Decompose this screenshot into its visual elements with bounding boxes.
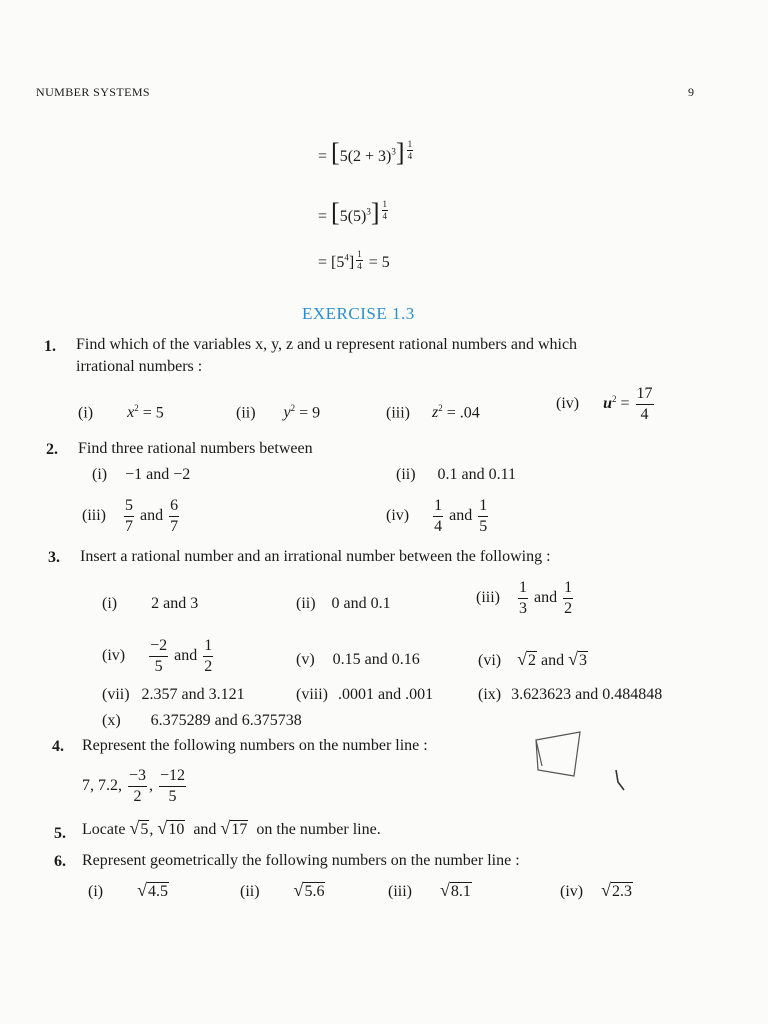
question-2-number: 2. (46, 441, 58, 458)
q2-item-ii: (ii) 0.1 and 0.11 (396, 466, 517, 483)
q3-item-ii: (ii) 0 and 0.1 (296, 595, 391, 612)
q3-item-x: (x) 6.375289 and 6.375738 (102, 712, 302, 729)
q6-item-iv: (iv) √2.3 (560, 880, 632, 900)
question-4-text: Represent the following numbers on the number line : (82, 737, 428, 754)
q1-item-ii: (ii) $y^2 = 9$ (236, 403, 321, 422)
question-1-text: Find which of the variables x, y, z and u represent rational numbers and which (76, 336, 578, 353)
q1-item-iii: (iii) $z^2 = .04$ (386, 403, 480, 422)
question-3-text: Insert a rational number and an irrational number between the following : (80, 548, 551, 565)
question-6-text: Represent geometrically the following numbers on the number line : (82, 852, 520, 869)
q3-item-viii: (viii) .0001 and .001 (296, 686, 434, 703)
question-5-number: 5. (54, 825, 66, 842)
derivation-line-1: = $[5(2 + 3)^3]$ $\frac{1}{4}$ (318, 138, 413, 167)
question-3-number: 3. (48, 549, 60, 566)
q3-item-iv: (iv) $\frac{-2}{5}$ and $\frac{1}{2}$ (102, 637, 213, 675)
q6-item-ii: (ii) √5.6 (240, 880, 325, 900)
derivation-line-3: = $[5^4]$ $\frac{1}{4}$ = 5 (318, 249, 390, 271)
q3-item-vi: (vi) √2 and √3 (478, 649, 587, 669)
pen-stroke-mark (612, 768, 628, 794)
q3-item-vii: (vii) 2.357 and 3.121 (102, 686, 245, 703)
q3-item-iii: (iii) $\frac{1}{3}$ and $\frac{1}{2}$ (476, 579, 573, 617)
q3-item-v: (v) 0.15 and 0.16 (296, 651, 420, 668)
running-header: NUMBER SYSTEMS (36, 85, 150, 99)
q2-item-iv: (iv) $\frac{1}{4}$ and $\frac{1}{5}$ (386, 497, 488, 535)
question-6-number: 6. (54, 853, 66, 870)
exercise-title: EXERCISE 1.3 (302, 304, 415, 323)
page-number: 9 (688, 85, 695, 99)
question-4-number: 4. (52, 738, 64, 755)
question-1-text-cont: irrational numbers : (76, 358, 203, 375)
question-2-text: Find three rational numbers between (78, 440, 313, 457)
q3-item-ix: (ix) 3.623623 and 0.484848 (478, 686, 663, 703)
q2-item-iii: (iii) $\frac{5}{7}$ and $\frac{6}{7}$ (82, 497, 179, 535)
q1-item-i: (i) $x^2 = 5$ (78, 403, 164, 422)
question-5-text: Locate √5, √10 and √17 on the number line. (82, 818, 381, 838)
q1-item-iv: (iv) $u^2$ = $\frac{17}{4}$ (556, 385, 653, 423)
derivation-line-2: = $[5(5)^3]$ $\frac{1}{4}$ (318, 198, 388, 227)
question-1-number: 1. (44, 338, 56, 355)
q2-item-i: (i) −1 and −2 (92, 466, 191, 483)
pen-sketch-mark (528, 728, 590, 782)
q4-numbers: 7, 7.2, $\frac{-3}{2}$ , $\frac{-12}{5}$ (82, 767, 186, 805)
q3-item-i: (i) 2 and 3 (102, 595, 199, 612)
q6-item-iii: (iii) √8.1 (388, 880, 471, 900)
q6-item-i: (i) √4.5 (88, 880, 168, 900)
